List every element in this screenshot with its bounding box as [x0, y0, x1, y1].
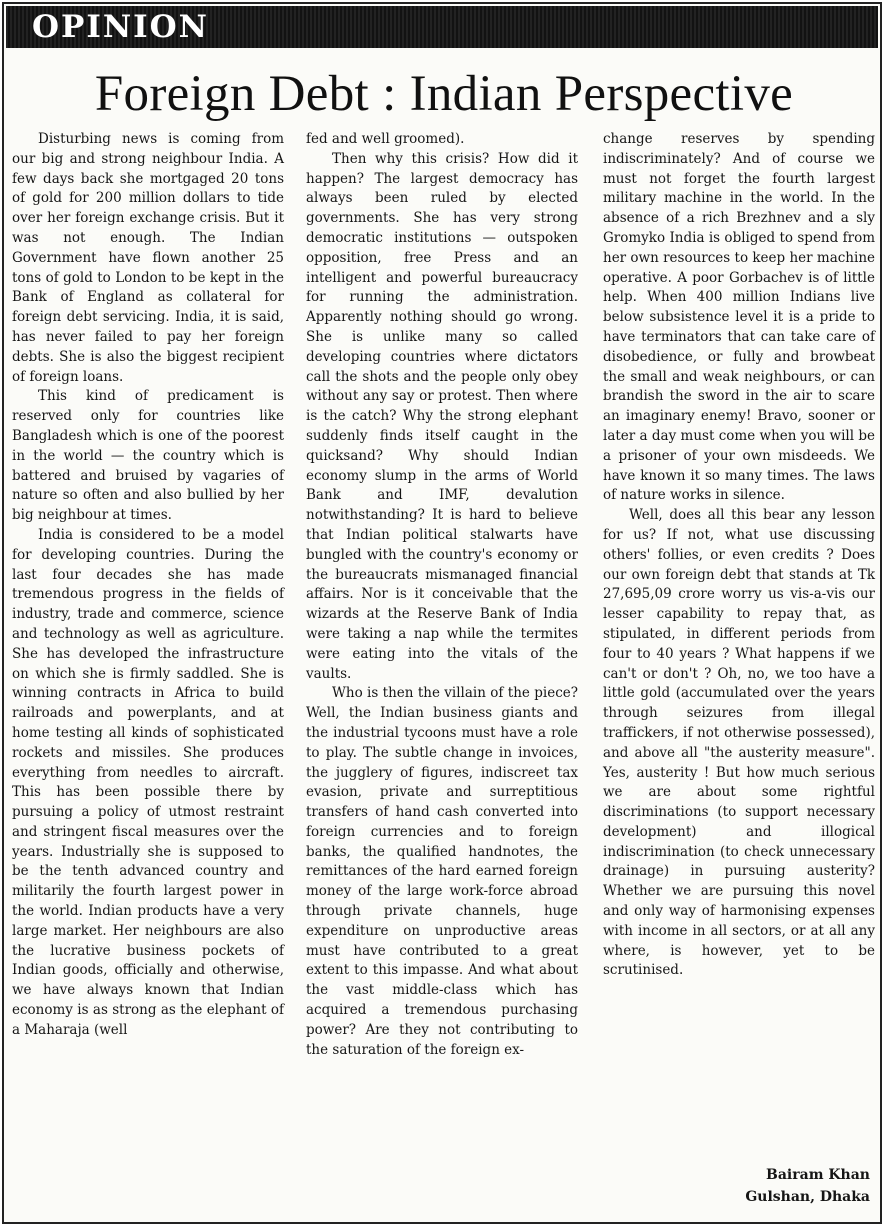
author-location: Gulshan, Dhaka [745, 1189, 870, 1205]
paragraph: This kind of predicament is reserved only for countries like Bangladesh which is one of the poorest in the world — the country which is battered and bruised by vagaries of nature so often and also bullied by her big neighbour at times. [12, 388, 284, 524]
article-column-1 [12, 130, 284, 1041]
section-label: OPINION [32, 9, 209, 45]
author-name: Bairam Khan [766, 1167, 870, 1183]
paragraph: Disturbing news is coming from our big and strong neighbour India. A few days back she mortgaged 20 tons of gold for 200 million dollars to tide over her foreign exchange crisis. But it was not enough. The Indian Government have flown another 25 tons of gold to London to be kept in the Bank of England as collateral for foreign debt servicing. India, it is said, has never failed to pay her foreign debts. She is also the biggest recipient of foreign loans. [12, 131, 284, 385]
paragraph: India is considered to be a model for developing countries. During the last four decades she has made tremendous progress in the fields of industry, trade and commerce, science and technology as well as agriculture. She has developed the infrastructure on which she is firmly saddled. She is winning contracts in Africa to build railroads and powerplants, and at home testing all kinds of sophisticated rockets and missiles. She produces everything from needles to aircraft. This has been possible there by pursuing a policy of utmost restraint and stringent fiscal measures over the years. Industrially she is supposed to be the tenth advanced country and militarily the fourth largest power in the world. Indian products have a very large market. Her neighbours are also the lucrative business pockets of Indian goods, officially and otherwise, we have always known that Indian economy is as strong as the elephant of a Maharaja (well [12, 526, 284, 1038]
article-column-2 [306, 130, 578, 1060]
section-banner [6, 6, 878, 48]
paragraph: Well, does all this bear any lesson for us? If not, what use discussing others' follies, or even credits ? Does our own foreign debt that stands at Tk 27,695,09 crore worry us vis-a-vis our lesser capability to repay that, as stipulated, in different periods from four to 40 years ? What happens if we can't or don't ? Oh, no, we too have a little gold (accumulated over the years through seizures from illegal traffickers, if not otherwise possessed), and above all "the austerity measure". Yes, austerity ! But how much serious we are about some rightful discriminations (to support necessary development) and illogical indiscrimination (to check unnecessary drainage) in pursuing austerity? Whether we are pursuing this novel and only way of harmonising expenses with income in all sectors, or at all any where, is however, yet to be scrutinised. [603, 507, 875, 979]
headline: Foreign Debt : Indian Perspective [94, 66, 794, 122]
author-signature [745, 1164, 870, 1208]
paragraph-continuation: change reserves by spending indiscriminately? And of course we must not forget the fourth largest military machine in the world. In the absence of a rich Brezhnev and a sly Gromyko India is obliged to spend from her own resources to keep her machine operative. A poor Gorbachev is of little help. When 400 million Indians live below subsistence level it is a pride to have terminators that can take care of disobedience, or fully and browbeat the small and weak neighbours, or can brandish the sword in the air to scare an imaginary enemy! Bravo, sooner or later a day must come when you will be a prisoner of your own misdeeds. We have known it so many times. The laws of nature works in silence. [603, 131, 875, 504]
paragraph-continuation: fed and well groomed). [306, 131, 465, 147]
paragraph: Who is then the villain of the piece? Well, the Indian business giants and the industrial tycoons must have a role to play. The subtle change in invoices, the jugglery of figures, indiscreet tax evasion, private and surreptitious transfers of hand cash converted into foreign currencies and to foreign banks, the qualified handnotes, the remittances of the hard earned foreign money of the large work-force abroad through private channels, huge expenditure on unproductive areas must have contributed to a great extent to this impasse. And what about the vast middle-class which has acquired a tremendous purchasing power? Are they not contributing to the saturation of the foreign ex- [306, 685, 578, 1058]
article-column-3 [603, 130, 875, 981]
paragraph: Then why this crisis? How did it happen? The largest democracy has always been ruled by elected governments. She has very strong democratic institutions — outspoken opposition, free Press and an intelligent and powerful bureaucracy for running the administration. Apparently nothing should go wrong. She is unlike many so called developing countries where dictators call the shots and the people only obey without any say or protest. Then where is the catch? Why the strong elephant suddenly finds itself caught in the quicksand? Why should Indian economy slump in the arms of World Bank and IMF, devalution notwithstanding? It is hard to believe that Indian political stalwarts have bungled with the country's economy or the bureaucrats mismanaged financial affairs. Nor is it conceivable that the wizards at the Reserve Bank of India were taking a nap while the termites were eating into the vitals of the vaults. [306, 150, 578, 682]
